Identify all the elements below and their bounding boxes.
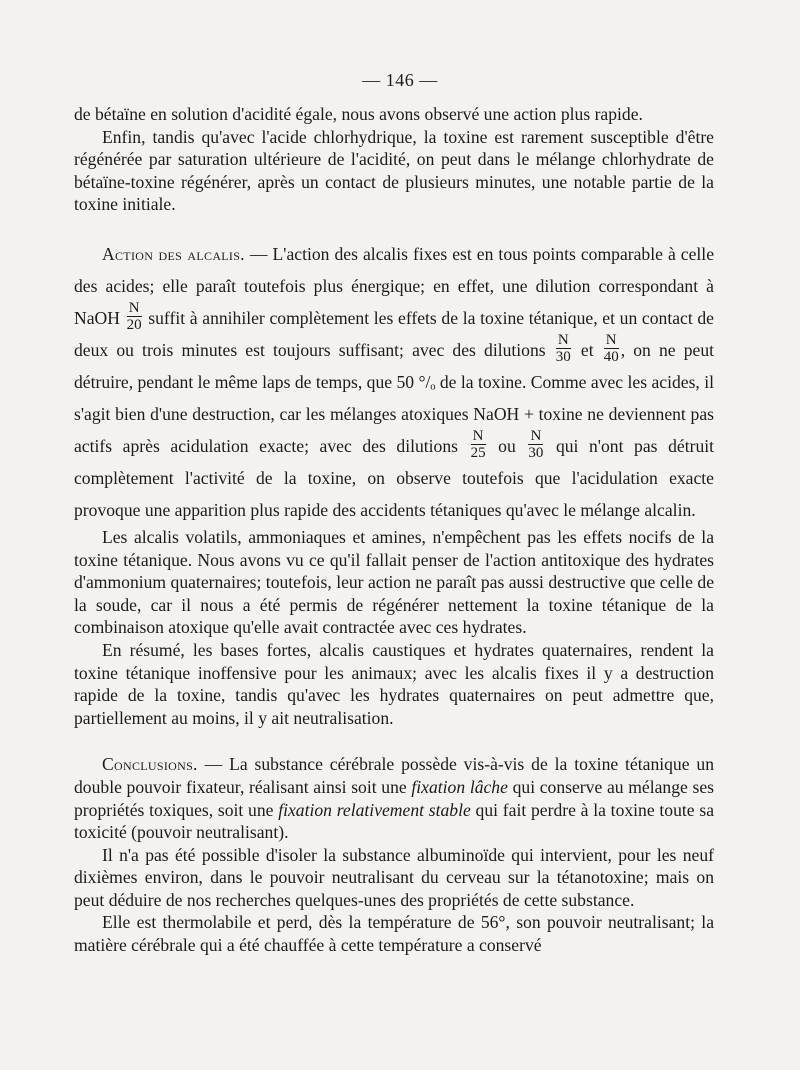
- text-run: ou: [487, 435, 527, 456]
- paragraph-alcalis-volatils: Les alcalis volatils, ammoniaques et amines, n'empêchent pas les effets nocifs de la toxine tétanique. Nous avons vu ce qu'il fallait penser de l'action antitoxique des hydrates d'ammonium quaternaires; toutefois, leur action ne paraît pas aussi destructive que celle de la soude, car il nous a été permis de régénérer nettement la toxine tétanique de la combinaison atoxique qu'elle avait contractée avec ces hydrates.: [74, 526, 714, 638]
- text-run: — L'action des alcalis fixes est en tous points comparable à celle des acides; elle paraît toutefois plus énergique; en effet, une dilution correspondant à NaOH: [74, 243, 714, 328]
- fraction-denominator: 20: [126, 316, 142, 333]
- fraction-n-30-b: [528, 429, 543, 461]
- text-run: — La substance cérébrale possède vis-à-vis de la toxine tétanique un double pouvoir fixateur, réalisant ainsi soit une: [74, 754, 714, 797]
- text-run: qui n'ont pas détruit complètement l'activité de la toxine, on observe toutefois que l'acidulation exacte provoque une apparition plus rapide des accidents tétaniques qu'avec le mélange alcalin.: [74, 435, 715, 520]
- section-heading-action-alcalis: Action des alcalis.: [102, 243, 245, 264]
- italic-term: fixation relativement stable: [278, 799, 471, 820]
- fraction-numerator: N: [128, 299, 140, 316]
- fraction-numerator: N: [557, 331, 569, 348]
- fraction-denominator: 40: [603, 348, 619, 365]
- section-heading-conclusions: Conclusions.: [102, 754, 198, 775]
- paragraph-thermolabile: Elle est thermolabile et perd, dès la température de 56°, son pouvoir neutralisant; la matière cérébrale qui a été chauffée à cette température a conservé: [74, 912, 714, 956]
- paragraph-en-resume: En résumé, les bases fortes, alcalis caustiques et hydrates quaternaires, rendent la toxine tétanique inoffensive pour les animaux; avec les alcalis fixes il y a destruction rapide de la toxine, tandis qu'avec les hydrates quaternaires on peut admettre que, partiellement au moins, il y ait neutralisation.: [74, 639, 714, 728]
- fraction-n-40: [604, 333, 619, 365]
- text-run: suffit à annihiler complètement les effets de la toxine tétanique, et un contact de deux ou trois minutes est toujours suffisant; avec des dilutions: [74, 307, 714, 360]
- fraction-denominator: 25: [470, 444, 486, 461]
- paragraph-continuation: de bétaïne en solution d'acidité égale, nous avons observé une action plus rapide.: [74, 104, 643, 124]
- fraction-numerator: N: [530, 427, 542, 444]
- fraction-denominator: 30: [555, 348, 571, 365]
- paragraph-conclusions: [74, 753, 714, 843]
- fraction-denominator: 30: [528, 444, 544, 461]
- section-gap: [74, 216, 714, 238]
- section-gap: [74, 729, 714, 753]
- italic-term: fixation lâche: [411, 776, 508, 797]
- text-run: et: [572, 339, 602, 360]
- text-run: , on ne peut détruire, pendant le même laps de temps, que 50 °/ₒ de la toxine. Comme avec les acides, il s'agit bien d'une destruction, car les mélanges atoxiques NaOH + toxine ne deviennent pas actifs après acidulation exacte; avec des dilutions: [74, 339, 715, 456]
- text-run: qui fait perdre à la toxine toute sa toxicité (pouvoir neutralisant).: [74, 799, 715, 843]
- paragraph-enfin: Enfin, tandis qu'avec l'acide chlorhydrique, la toxine est rarement susceptible d'être régénérée par saturation ultérieure de l'acidité, on peut dans le mélange chlorhydrate de bétaïne-toxine régénérer, après un contact de plusieurs minutes, une notable partie de la toxine initiale.: [74, 126, 714, 215]
- fraction-n-30: [556, 333, 571, 365]
- paragraph-action-alcalis: [74, 238, 714, 526]
- text-run: qui conserve au mélange ses propriétés toxiques, soit une: [74, 776, 714, 820]
- body-text: [74, 103, 714, 957]
- paragraph-albuminoide: Il n'a pas été possible d'isoler la substance albuminoïde qui intervient, pour les neuf dixièmes environ, dans le pouvoir neutralisant du cerveau sur la tétanotoxine; mais on peut déduire de nos recherches quelques-unes des propriétés de cette substance.: [74, 844, 714, 910]
- page-number: — 146 —: [362, 70, 438, 90]
- fraction-n-25: [471, 429, 486, 461]
- fraction-numerator: N: [605, 331, 617, 348]
- fraction-numerator: N: [472, 427, 484, 444]
- fraction-n-20: [127, 301, 142, 333]
